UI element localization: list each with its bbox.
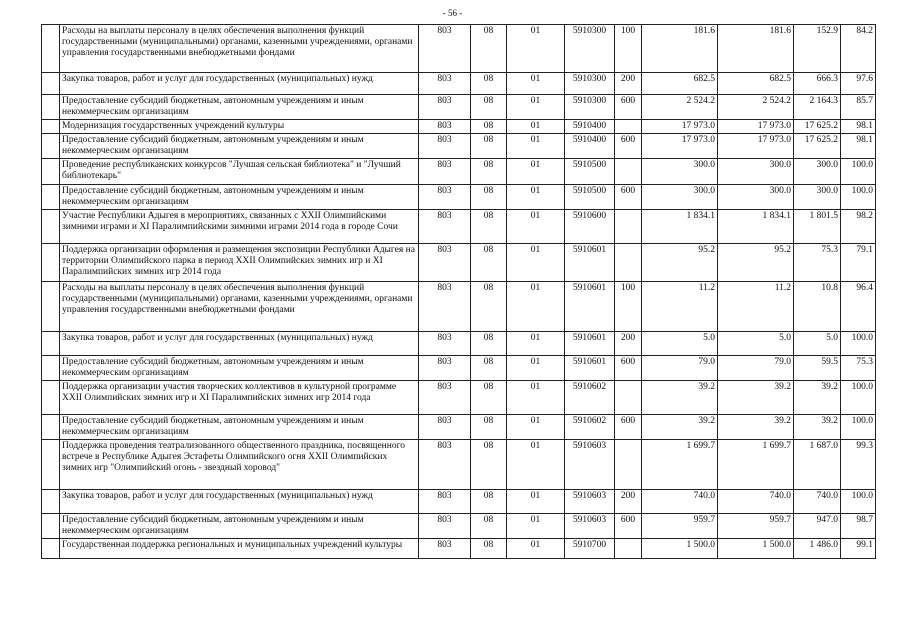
revised-amount: 1 699.7: [718, 440, 794, 490]
ministry-code: 803: [419, 381, 471, 415]
revised-amount: 1 500.0: [718, 539, 794, 559]
expense-type-code: [615, 440, 642, 490]
row-margin-cell: [42, 73, 60, 95]
expense-type-code: [615, 244, 642, 282]
expense-type-code: 600: [615, 95, 642, 120]
row-margin-cell: [42, 490, 60, 514]
section-code: 08: [471, 210, 507, 244]
target-article-code: 5910400: [565, 120, 615, 134]
execution-percent: 96.4: [841, 282, 876, 332]
subsection-code: 01: [507, 490, 565, 514]
target-article-code: 5910603: [565, 440, 615, 490]
row-margin-cell: [42, 332, 60, 356]
execution-percent: 84.2: [841, 25, 876, 73]
subsection-code: 01: [507, 332, 565, 356]
expense-type-code: [615, 159, 642, 185]
row-description: Поддержка проведения театрализованного общественного праздника, посвященного встрече в Республике Адыгея Эстафеты Олимпийского огня XXII Олимпийских зимних игр "Олимпийский огонь - звездный хоровод": [60, 440, 419, 490]
executed-amount: 1 801.5: [794, 210, 841, 244]
section-code: 08: [471, 244, 507, 282]
row-margin-cell: [42, 514, 60, 539]
approved-amount: 39.2: [642, 415, 718, 440]
ministry-code: 803: [419, 134, 471, 159]
table-row: [42, 539, 876, 559]
approved-amount: 959.7: [642, 514, 718, 539]
budget-table: [41, 24, 876, 559]
row-margin-cell: [42, 440, 60, 490]
revised-amount: 95.2: [718, 244, 794, 282]
row-margin-cell: [42, 185, 60, 210]
row-margin-cell: [42, 210, 60, 244]
revised-amount: 17 973.0: [718, 134, 794, 159]
expense-type-code: 100: [615, 25, 642, 73]
row-margin-cell: [42, 120, 60, 134]
execution-percent: 100.0: [841, 185, 876, 210]
expense-type-code: 200: [615, 490, 642, 514]
approved-amount: 1 834.1: [642, 210, 718, 244]
row-margin-cell: [42, 244, 60, 282]
section-code: 08: [471, 134, 507, 159]
row-margin-cell: [42, 282, 60, 332]
approved-amount: 1 500.0: [642, 539, 718, 559]
subsection-code: 01: [507, 440, 565, 490]
approved-amount: 1 699.7: [642, 440, 718, 490]
row-description: Предоставление субсидий бюджетным, автономным учреждениям и иным некоммерческим организациям: [60, 514, 419, 539]
table-row: [42, 95, 876, 120]
executed-amount: 75.3: [794, 244, 841, 282]
section-code: 08: [471, 440, 507, 490]
executed-amount: 17 625.2: [794, 120, 841, 134]
expense-type-code: [615, 381, 642, 415]
table-row: [42, 332, 876, 356]
target-article-code: 5910500: [565, 185, 615, 210]
table-row: [42, 210, 876, 244]
approved-amount: 17 973.0: [642, 134, 718, 159]
revised-amount: 682.5: [718, 73, 794, 95]
ministry-code: 803: [419, 25, 471, 73]
table-row: [42, 73, 876, 95]
row-description: Поддержка организации участия творческих коллективов в культурной программе XXII Олимпийских зимних игр и XI Паралимпийских зимних игр 2014 года: [60, 381, 419, 415]
target-article-code: 5910603: [565, 514, 615, 539]
row-description: Закупка товаров, работ и услуг для государственных (муниципальных) нужд: [60, 332, 419, 356]
row-description: Расходы на выплаты персоналу в целях обеспечения выполнения функций государственными (муниципальными) органами, казенными учреждениями, органами управления государственными внебюджетными фондами: [60, 282, 419, 332]
revised-amount: 11.2: [718, 282, 794, 332]
revised-amount: 39.2: [718, 381, 794, 415]
ministry-code: 803: [419, 332, 471, 356]
table-row: [42, 381, 876, 415]
subsection-code: 01: [507, 381, 565, 415]
target-article-code: 5910602: [565, 415, 615, 440]
execution-percent: 98.7: [841, 514, 876, 539]
ministry-code: 803: [419, 282, 471, 332]
table-row: [42, 490, 876, 514]
executed-amount: 1 486.0: [794, 539, 841, 559]
section-code: 08: [471, 95, 507, 120]
expense-type-code: 600: [615, 514, 642, 539]
table-row: [42, 185, 876, 210]
table-row: [42, 25, 876, 73]
ministry-code: 803: [419, 514, 471, 539]
revised-amount: 5.0: [718, 332, 794, 356]
target-article-code: 5910603: [565, 490, 615, 514]
execution-percent: 99.3: [841, 440, 876, 490]
execution-percent: 100.0: [841, 490, 876, 514]
expense-type-code: [615, 210, 642, 244]
row-margin-cell: [42, 159, 60, 185]
row-margin-cell: [42, 95, 60, 120]
approved-amount: 79.0: [642, 356, 718, 381]
approved-amount: 181.6: [642, 25, 718, 73]
executed-amount: 17 625.2: [794, 134, 841, 159]
subsection-code: 01: [507, 244, 565, 282]
execution-percent: 100.0: [841, 415, 876, 440]
page-number: - 56 -: [442, 8, 463, 18]
target-article-code: 5910601: [565, 282, 615, 332]
target-article-code: 5910700: [565, 539, 615, 559]
row-description: Предоставление субсидий бюджетным, автономным учреждениям и иным некоммерческим организациям: [60, 95, 419, 120]
section-code: 08: [471, 381, 507, 415]
ministry-code: 803: [419, 490, 471, 514]
subsection-code: 01: [507, 73, 565, 95]
target-article-code: 5910601: [565, 244, 615, 282]
approved-amount: 17 973.0: [642, 120, 718, 134]
execution-percent: 98.1: [841, 120, 876, 134]
row-description: Проведение республиканских конкурсов "Лучшая сельская библиотека" и "Лучший библиотекарь": [60, 159, 419, 185]
row-description: Поддержка организации оформления и размещения экспозиции Республики Адыгея на территории Олимпийского парка в период XXII Олимпийских зимних игр и XI Паралимпийских зимних игр 2014 года: [60, 244, 419, 282]
revised-amount: 300.0: [718, 185, 794, 210]
target-article-code: 5910300: [565, 25, 615, 73]
ministry-code: 803: [419, 244, 471, 282]
row-description: Закупка товаров, работ и услуг для государственных (муниципальных) нужд: [60, 73, 419, 95]
execution-percent: 100.0: [841, 381, 876, 415]
executed-amount: 39.2: [794, 381, 841, 415]
executed-amount: 59.5: [794, 356, 841, 381]
section-code: 08: [471, 514, 507, 539]
execution-percent: 97.6: [841, 73, 876, 95]
revised-amount: 300.0: [718, 159, 794, 185]
table-row: [42, 134, 876, 159]
row-description: Участие Республики Адыгея в мероприятиях, связанных с XXII Олимпийскими зимними играми и XI Паралимпийскими зимними играми 2014 года в городе Сочи: [60, 210, 419, 244]
approved-amount: 300.0: [642, 159, 718, 185]
table-row: [42, 415, 876, 440]
approved-amount: 682.5: [642, 73, 718, 95]
expense-type-code: 600: [615, 415, 642, 440]
executed-amount: 666.3: [794, 73, 841, 95]
section-code: 08: [471, 539, 507, 559]
target-article-code: 5910600: [565, 210, 615, 244]
target-article-code: 5910500: [565, 159, 615, 185]
subsection-code: 01: [507, 415, 565, 440]
subsection-code: 01: [507, 539, 565, 559]
row-description: Модернизация государственных учреждений культуры: [60, 120, 419, 134]
target-article-code: 5910601: [565, 332, 615, 356]
execution-percent: 99.1: [841, 539, 876, 559]
executed-amount: 300.0: [794, 185, 841, 210]
row-margin-cell: [42, 539, 60, 559]
approved-amount: 300.0: [642, 185, 718, 210]
ministry-code: 803: [419, 120, 471, 134]
row-margin-cell: [42, 134, 60, 159]
revised-amount: 959.7: [718, 514, 794, 539]
row-description: Предоставление субсидий бюджетным, автономным учреждениям и иным некоммерческим организациям: [60, 415, 419, 440]
section-code: 08: [471, 185, 507, 210]
row-description: Предоставление субсидий бюджетным, автономным учреждениям и иным некоммерческим организациям: [60, 356, 419, 381]
executed-amount: 1 687.0: [794, 440, 841, 490]
table-row: [42, 120, 876, 134]
approved-amount: 95.2: [642, 244, 718, 282]
approved-amount: 740.0: [642, 490, 718, 514]
row-description: Предоставление субсидий бюджетным, автономным учреждениям и иным некоммерческим организациям: [60, 134, 419, 159]
executed-amount: 10.8: [794, 282, 841, 332]
section-code: 08: [471, 159, 507, 185]
ministry-code: 803: [419, 185, 471, 210]
section-code: 08: [471, 490, 507, 514]
row-description: Расходы на выплаты персоналу в целях обеспечения выполнения функций государственными (муниципальными) органами, казенными учреждениями, органами управления государственными внебюджетными фондами: [60, 25, 419, 73]
executed-amount: 5.0: [794, 332, 841, 356]
section-code: 08: [471, 120, 507, 134]
approved-amount: 2 524.2: [642, 95, 718, 120]
executed-amount: 300.0: [794, 159, 841, 185]
subsection-code: 01: [507, 282, 565, 332]
table-row: [42, 514, 876, 539]
subsection-code: 01: [507, 514, 565, 539]
revised-amount: 181.6: [718, 25, 794, 73]
section-code: 08: [471, 415, 507, 440]
subsection-code: 01: [507, 185, 565, 210]
revised-amount: 39.2: [718, 415, 794, 440]
table-row: [42, 440, 876, 490]
execution-percent: 79.1: [841, 244, 876, 282]
subsection-code: 01: [507, 95, 565, 120]
subsection-code: 01: [507, 356, 565, 381]
revised-amount: 2 524.2: [718, 95, 794, 120]
revised-amount: 79.0: [718, 356, 794, 381]
execution-percent: 75.3: [841, 356, 876, 381]
executed-amount: 152.9: [794, 25, 841, 73]
subsection-code: 01: [507, 134, 565, 159]
section-code: 08: [471, 356, 507, 381]
revised-amount: 1 834.1: [718, 210, 794, 244]
expense-type-code: 100: [615, 282, 642, 332]
row-margin-cell: [42, 25, 60, 73]
row-margin-cell: [42, 356, 60, 381]
executed-amount: 947.0: [794, 514, 841, 539]
expense-type-code: 200: [615, 332, 642, 356]
expense-type-code: [615, 120, 642, 134]
approved-amount: 11.2: [642, 282, 718, 332]
section-code: 08: [471, 73, 507, 95]
ministry-code: 803: [419, 159, 471, 185]
approved-amount: 5.0: [642, 332, 718, 356]
row-description: Предоставление субсидий бюджетным, автономным учреждениям и иным некоммерческим организациям: [60, 185, 419, 210]
target-article-code: 5910400: [565, 134, 615, 159]
section-code: 08: [471, 282, 507, 332]
ministry-code: 803: [419, 73, 471, 95]
subsection-code: 01: [507, 159, 565, 185]
table-row: [42, 159, 876, 185]
table-row: [42, 282, 876, 332]
section-code: 08: [471, 25, 507, 73]
table-row: [42, 244, 876, 282]
approved-amount: 39.2: [642, 381, 718, 415]
section-code: 08: [471, 332, 507, 356]
row-description: Государственная поддержка региональных и муниципальных учреждений культуры: [60, 539, 419, 559]
subsection-code: 01: [507, 25, 565, 73]
expense-type-code: 600: [615, 134, 642, 159]
expense-type-code: 600: [615, 356, 642, 381]
execution-percent: 85.7: [841, 95, 876, 120]
executed-amount: 740.0: [794, 490, 841, 514]
target-article-code: 5910300: [565, 95, 615, 120]
ministry-code: 803: [419, 539, 471, 559]
subsection-code: 01: [507, 120, 565, 134]
revised-amount: 17 973.0: [718, 120, 794, 134]
ministry-code: 803: [419, 415, 471, 440]
table-row: [42, 356, 876, 381]
subsection-code: 01: [507, 210, 565, 244]
ministry-code: 803: [419, 95, 471, 120]
execution-percent: 100.0: [841, 332, 876, 356]
executed-amount: 39.2: [794, 415, 841, 440]
ministry-code: 803: [419, 440, 471, 490]
expense-type-code: 600: [615, 185, 642, 210]
expense-type-code: [615, 539, 642, 559]
target-article-code: 5910602: [565, 381, 615, 415]
execution-percent: 98.2: [841, 210, 876, 244]
row-margin-cell: [42, 381, 60, 415]
row-description: Закупка товаров, работ и услуг для государственных (муниципальных) нужд: [60, 490, 419, 514]
revised-amount: 740.0: [718, 490, 794, 514]
ministry-code: 803: [419, 356, 471, 381]
row-margin-cell: [42, 415, 60, 440]
target-article-code: 5910300: [565, 73, 615, 95]
ministry-code: 803: [419, 210, 471, 244]
execution-percent: 98.1: [841, 134, 876, 159]
expense-type-code: 200: [615, 73, 642, 95]
execution-percent: 100.0: [841, 159, 876, 185]
target-article-code: 5910601: [565, 356, 615, 381]
executed-amount: 2 164.3: [794, 95, 841, 120]
